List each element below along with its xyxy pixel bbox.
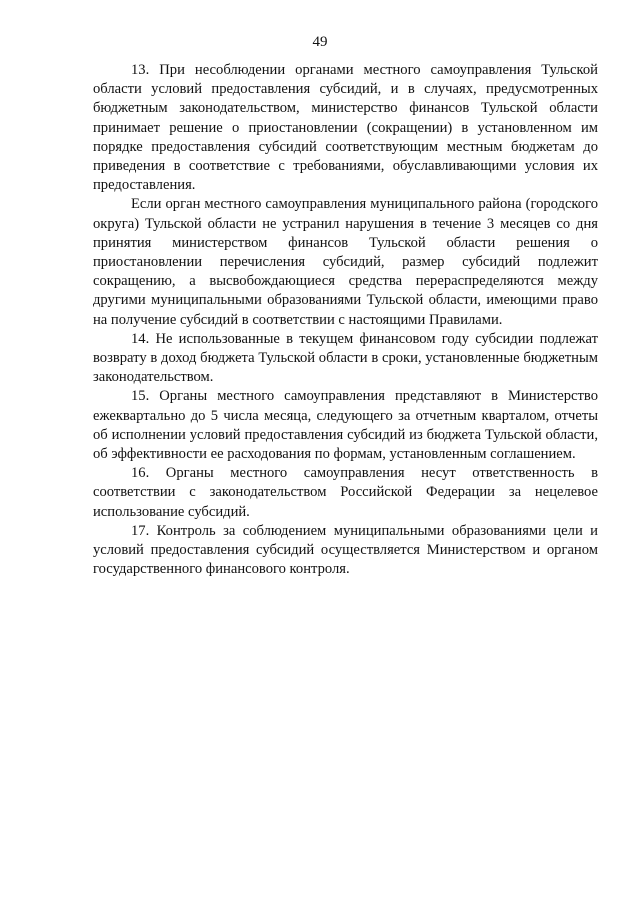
paragraph-17: 17. Контроль за соблюдением муниципальными образованиями цели и условий предоставления субсидий осуществляется Министерством и органом государственного финансового контроля. (93, 522, 598, 578)
paragraph-16: 16. Органы местного самоуправления несут ответственность в соответствии с законодательством Российской Федерации за нецелевое использование субсидий. (93, 465, 598, 520)
paragraph-14: 14. Не использованные в текущем финансовом году субсидии подлежат возврату в доход бюджета Тульской области в сроки, установленные бюджетным законодательством. (93, 330, 598, 386)
paragraph-15: 15. Органы местного самоуправления представляют в Министерство ежеквартально до 5 числа месяца, следующего за отчетным кварталом, отчеты об исполнении условий предоставления субсидий из бюджета Тульской области, об эффективности ее расходования по формам, установленным соглашением. (93, 388, 598, 463)
paragraph-13: 13. При несоблюдении органами местного самоуправления Тульской области условий предоставления субсидий, и в случаях, предусмотренных бюджетным законодательством, министерство финансов Тульской области принимает решение о приостановлении (сокращении) в установленном им порядке предоставления субсидий соответствующим местным бюджетам до приведения в соответствие с требованиями, обуславливающими условия их предоставления. (93, 62, 598, 194)
document-body (93, 61, 598, 579)
page-number: 49 (312, 34, 328, 50)
paragraph-13-continuation: Если орган местного самоуправления муниципального района (городского округа) Тульской области не устранил нарушения в течение 3 месяцев со дня принятия министерством финансов Тульской области решения о приостановлении перечисления субсидий, размер субсидий подлежит сокращению, а высвобождающиеся средства перераспределяются между другими муниципальными образованиями Тульской области, имеющими право на получение субсидий в соответствии с настоящими Правилами. (93, 196, 598, 328)
